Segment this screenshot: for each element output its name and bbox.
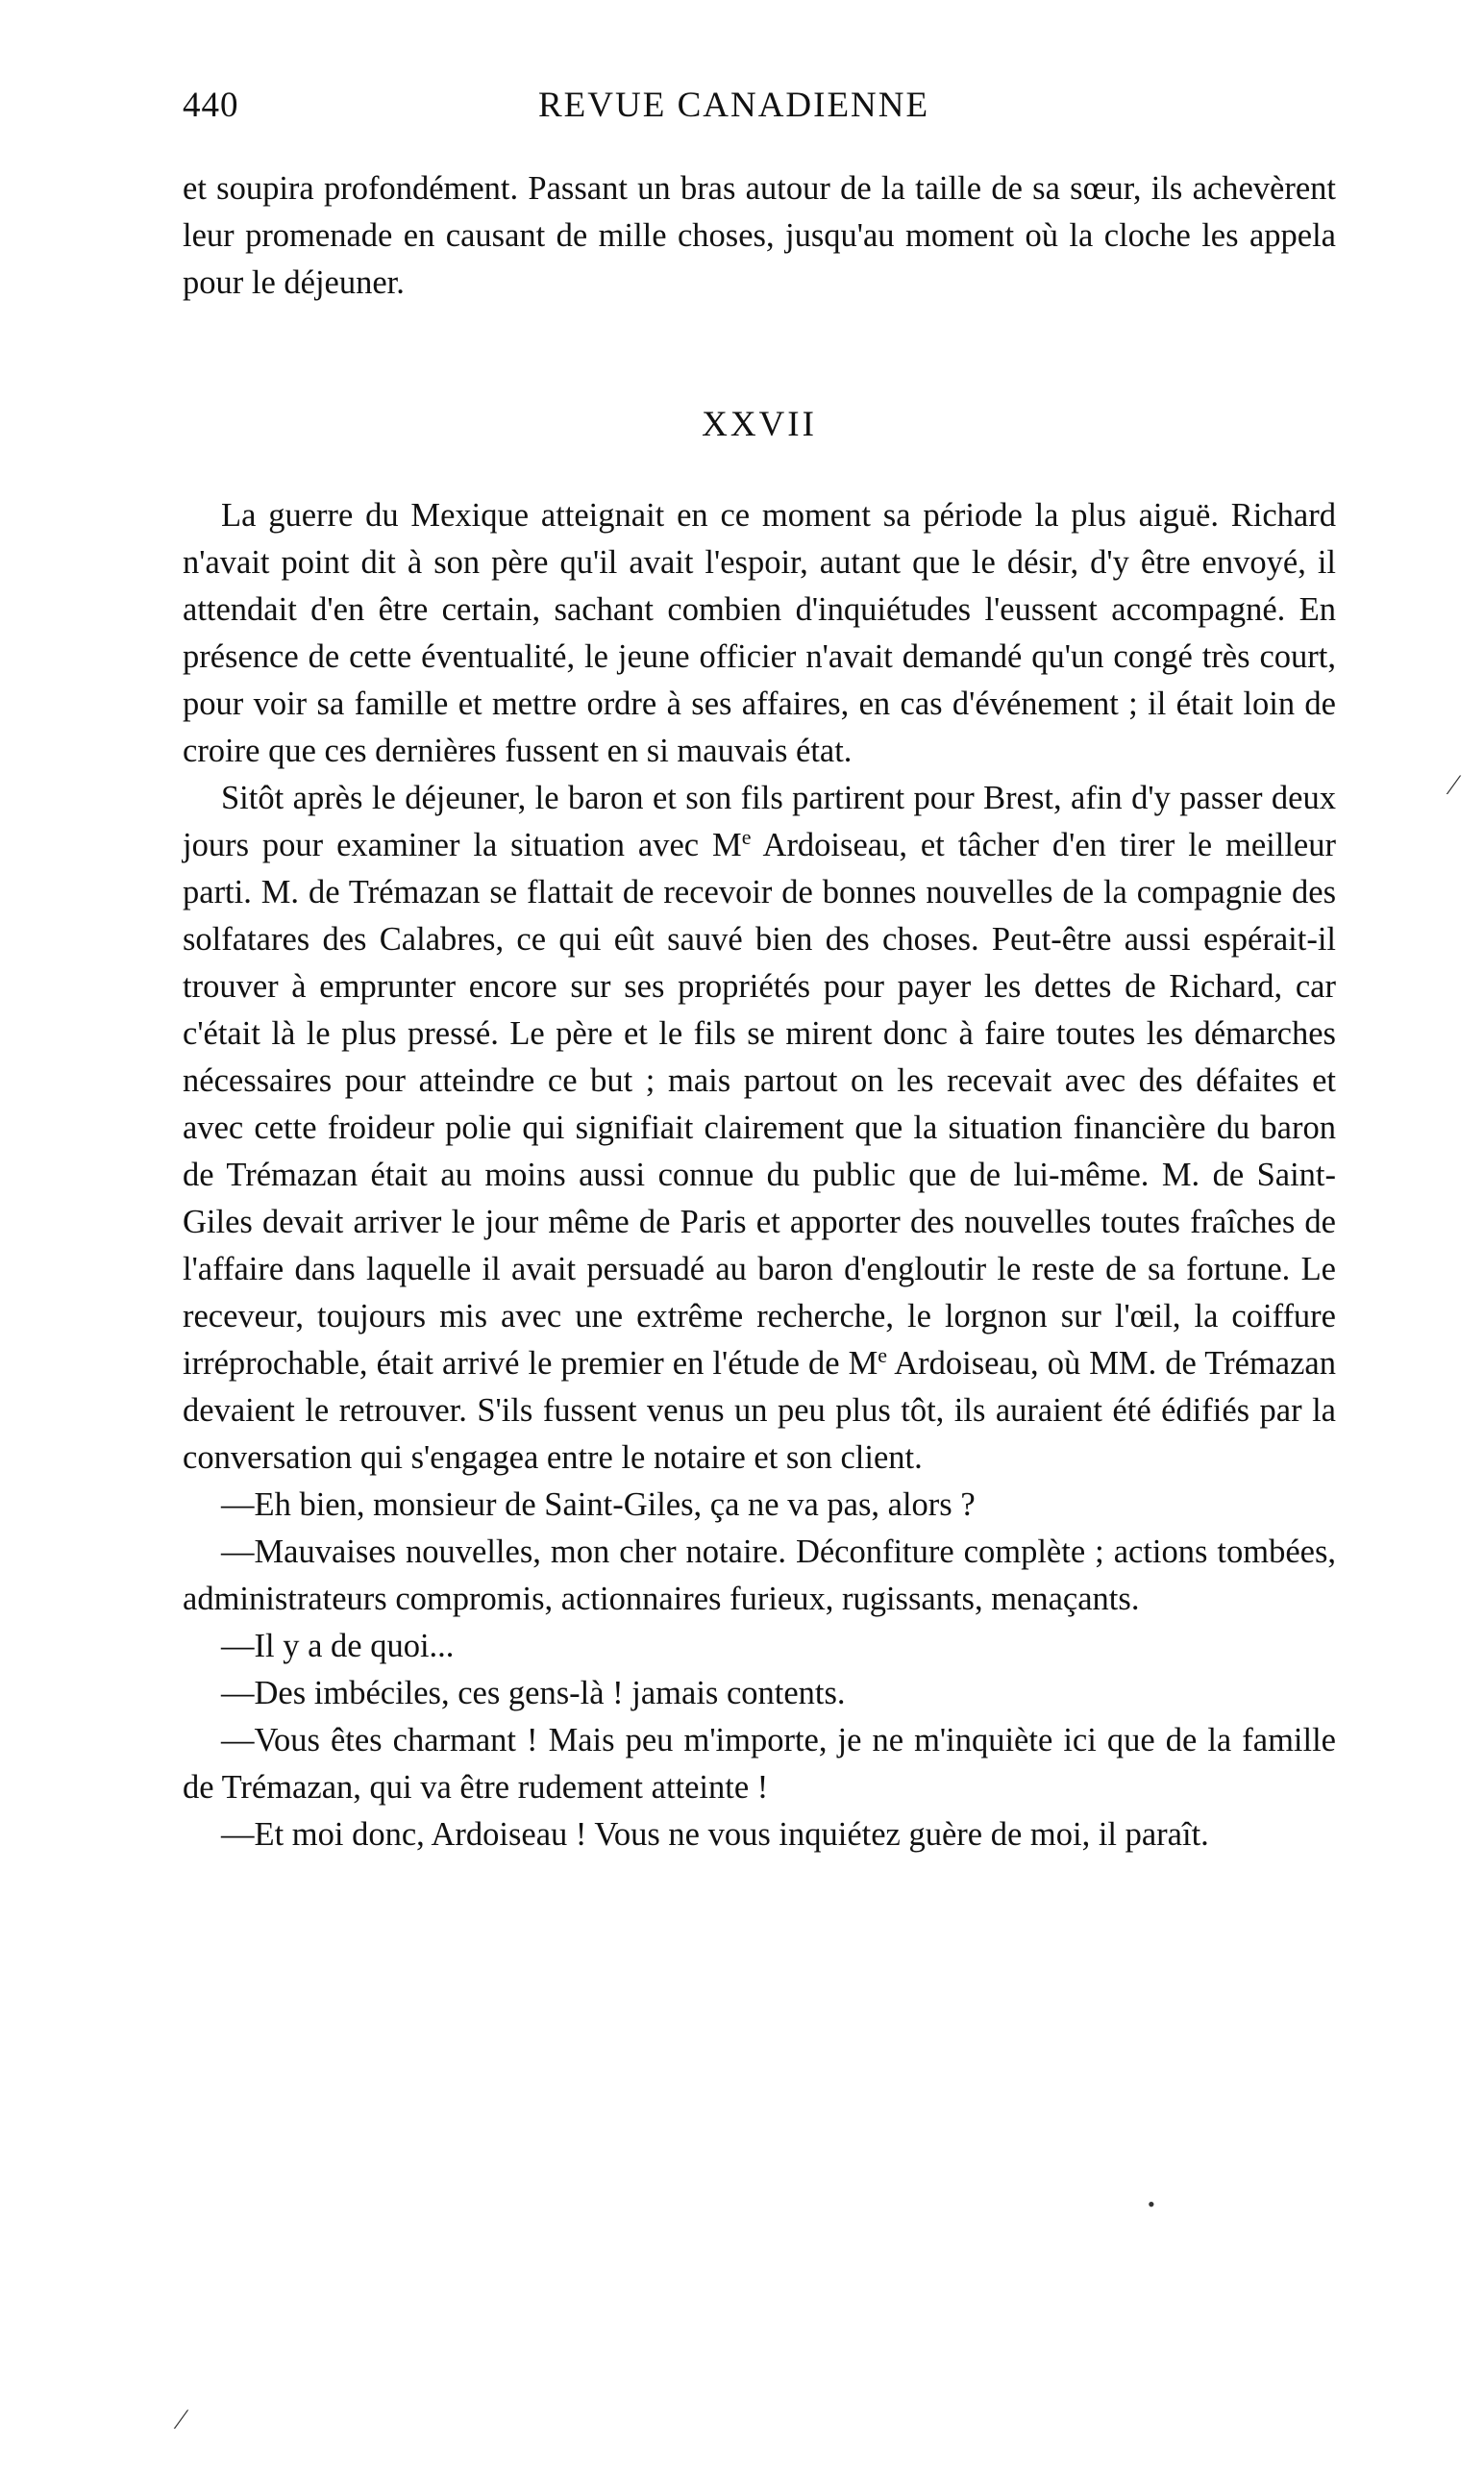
page-number: 440: [183, 86, 239, 125]
intro-text: [183, 165, 1336, 307]
dialogue-line-1: —Eh bien, monsieur de Saint-Giles, ça ne va pas, alors ?: [221, 1486, 976, 1523]
dialogue-line-2: —Mauvaises nouvelles, mon cher notaire. Déconfiture complète ; actions tombées, administrateurs compromis, actionnaires furieux, rugissants, menaçants.: [183, 1534, 1336, 1617]
page-header: [183, 85, 1346, 133]
dialogue-line-4: —Des imbéciles, ces gens-là ! jamais contents.: [221, 1675, 846, 1711]
running-title: REVUE CANADIENNE: [538, 86, 930, 125]
margin-mark: ⁄: [1451, 769, 1457, 801]
dialogue-line-6: —Et moi donc, Ardoiseau ! Vous ne vous inquiétez guère de moi, il paraît.: [221, 1816, 1209, 1853]
margin-mark: ⁄: [179, 2404, 185, 2435]
ink-speck: •: [1148, 2192, 1155, 2216]
dialogue-line-5: —Vous êtes charmant ! Mais peu m'importe, je ne m'inquiète ici que de la famille de Trémazan, qui va être rudement atteinte !: [183, 1722, 1336, 1806]
chapter-body: [183, 492, 1336, 1858]
intro-paragraph: et soupira profondément. Passant un bras autour de la taille de sa sœur, ils achevèrent leur promenade en causant de mille choses, jusqu'au moment où la cloche les appela pour le déjeuner.: [183, 170, 1336, 301]
chapter-heading: XXVII: [702, 405, 817, 444]
paragraph-2: Sitôt après le déjeuner, le baron et son fils partirent pour Brest, afin d'y passer deux jours pour examiner la situation avec Me Ardoiseau, et tâcher d'en tirer le meilleur parti. M. de Trémazan se flattait de recevoir de bonnes nouvelles de la compagnie des solfatares des Calabres, ce qui eût sauvé bien des choses. Peut-être aussi espérait-il trouver à emprunter encore sur ses propriétés pour payer les dettes de Richard, car c'était là le plus pressé. Le père et le fils se mirent donc à faire toutes les démarches nécessaires pour atteindre ce but ; mais partout on les recevait avec des défaites et avec cette froideur polie qui signifiait clairement que la situation financière du baron de Trémazan était au moins aussi connue du public que de lui-même. M. de Saint-Giles devait arriver le jour même de Paris et apporter des nouvelles toutes fraîches de l'affaire dans laquelle il avait persuadé au baron d'engloutir le reste de sa fortune. Le receveur, toujours mis avec une extrême recherche, le lorgnon sur l'œil, la coiffure irréprochable, était arrivé le premier en l'étude de Me Ardoiseau, où MM. de Trémazan devaient le retrouver. S'ils fussent venus un peu plus tôt, ils auraient été édifiés par la conversation qui s'engagea entre le notaire et son client.: [183, 780, 1336, 1476]
paragraph-1: La guerre du Mexique atteignait en ce moment sa période la plus aiguë. Richard n'avait point dit à son père qu'il avait l'espoir, autant que le désir, d'y être envoyé, il attendait d'en être certain, sachant combien d'inquiétudes l'eussent accompagné. En présence de cette éventualité, le jeune officier n'avait demandé qu'un congé très court, pour voir sa famille et mettre ordre à ses affaires, en cas d'événement ; il était loin de croire que ces dernières fussent en si mauvais état.: [183, 497, 1336, 769]
dialogue-line-3: —Il y a de quoi...: [221, 1628, 455, 1664]
